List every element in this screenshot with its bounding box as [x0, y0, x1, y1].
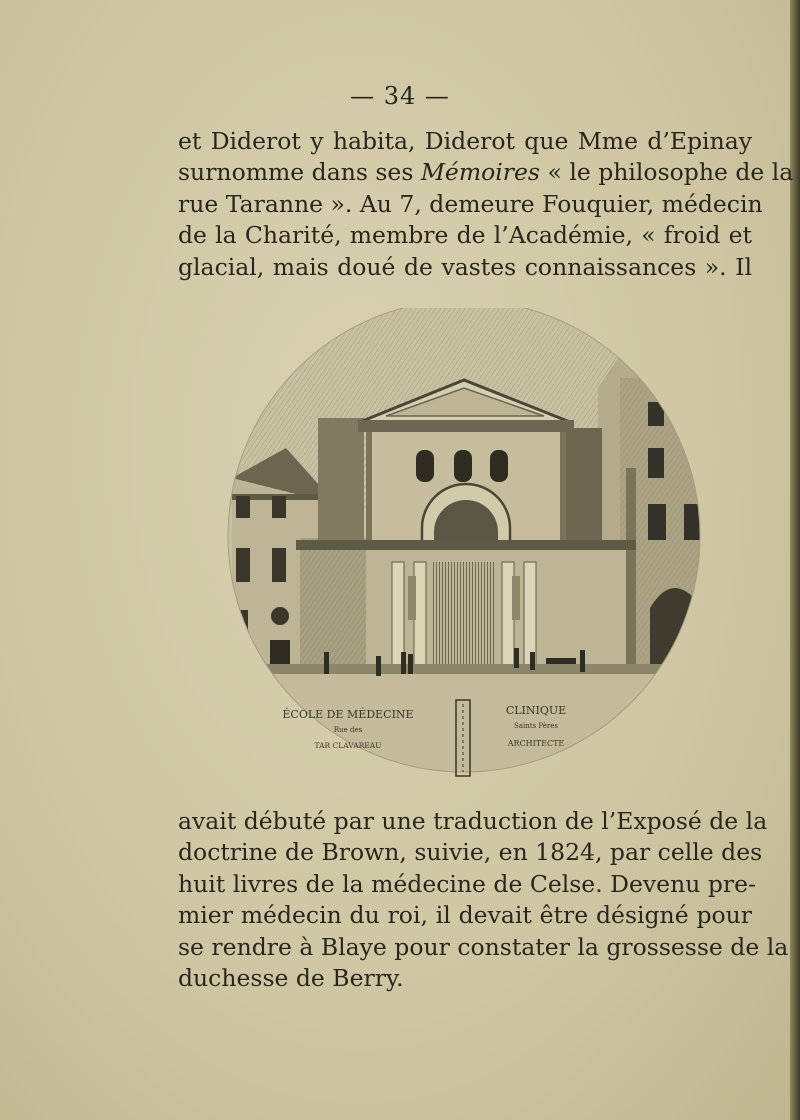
caption-left-line3: TAR CLAVAREAU [314, 741, 382, 750]
page-number: — 34 — [350, 82, 450, 110]
italic-title: Mémoires [420, 158, 540, 187]
caption-left-line1: ÉCOLE DE MÉDECINE [282, 708, 414, 721]
text-line: doctrine de Brown, suivie, en 1824, par celle des [178, 838, 763, 867]
text-line: de la Charité, membre de l’Académie, « froid et [178, 221, 752, 250]
text-line: glacial, mais doué de vastes connaissances ». Il [178, 252, 752, 281]
paragraph-top [178, 126, 794, 283]
text-line: rue Taranne ». Au 7, demeure Fouquier, médecin [178, 189, 763, 218]
text-segment: « le philosophe de la [540, 158, 794, 187]
text-line: se rendre à Blaye pour constater la grossesse de la [178, 932, 789, 961]
text-line [178, 157, 794, 188]
text-line: duchesse de Berry. [178, 964, 404, 993]
text-line: et Diderot y habita, Diderot que Mme d’Epinay [178, 127, 752, 155]
caption-right-line1: CLINIQUE [505, 704, 567, 717]
engraving-illustration [226, 308, 702, 778]
engraving-svg [226, 308, 702, 778]
paragraph-bottom [178, 806, 789, 994]
text-line: huit livres de la médecine de Celse. Devenu pre- [178, 869, 756, 898]
caption-right-line2: Saints Pères [514, 722, 558, 730]
text-segment: surnomme dans ses [178, 158, 421, 187]
caption-right-line3: ARCHITECTE [507, 739, 565, 748]
text-line: avait débuté par une traduction de l’Exposé de la [178, 807, 768, 835]
text-line: mier médecin du roi, il devait être désigné pour [178, 901, 752, 930]
caption-left-line2: Rue des [333, 726, 363, 734]
